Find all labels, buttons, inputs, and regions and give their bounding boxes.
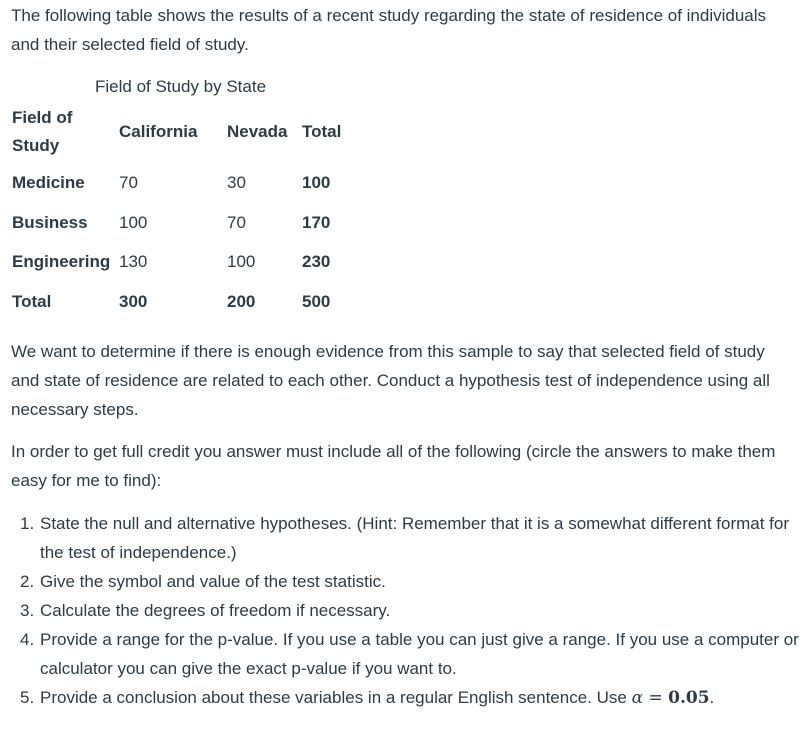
cell-total-total: 500 bbox=[302, 292, 331, 311]
row-label-business: Business bbox=[12, 213, 88, 232]
cell-engineering-total: 230 bbox=[302, 252, 331, 271]
row-label-engineering: Engineering bbox=[12, 252, 111, 271]
list-item bbox=[0, 509, 811, 567]
cell-medicine-nevada: 30 bbox=[227, 173, 246, 192]
list-item-text: Give the symbol and value of the test statistic. bbox=[40, 572, 386, 591]
list-item-number: 4. bbox=[20, 630, 35, 649]
list-item bbox=[0, 567, 811, 596]
header-row-label-line2: Study bbox=[12, 136, 60, 155]
list-item-number: 2. bbox=[20, 572, 35, 591]
list-item-text: Provide a conclusion about these variables in a regular English sentence. Use bbox=[40, 688, 632, 707]
header-row-label-line1: Field of bbox=[12, 108, 73, 127]
row-label-medicine: Medicine bbox=[12, 173, 85, 192]
list-item-number: 3. bbox=[20, 601, 35, 620]
table-caption: Field of Study by State bbox=[95, 77, 267, 96]
list-item-text: Provide a range for the p-value. If you use a table you can just give a range. If you use a computer or calculator you can give the exact p-value if you want to. bbox=[40, 630, 799, 678]
list-item bbox=[0, 683, 811, 713]
header-nevada: Nevada bbox=[227, 122, 288, 141]
cell-total-nevada: 200 bbox=[227, 292, 256, 311]
cell-engineering-nevada: 100 bbox=[227, 252, 256, 271]
list-item-text: State the null and alternative hypotheses. (Hint: Remember that it is a somewhat different format for the test of independence.) bbox=[40, 514, 790, 562]
alpha-symbol: α bbox=[631, 688, 644, 708]
instructions-paragraph: In order to get full credit you answer must include all of the following (circle the answers to make them easy for me to find): bbox=[11, 442, 776, 490]
intro-paragraph: The following table shows the results of a recent study regarding the state of residence of individuals and their selected field of study. bbox=[11, 6, 767, 54]
question-paragraph: We want to determine if there is enough evidence from this sample to say that selected field of study and state of residence are related to each other. Conduct a hypothesis test of independence using all necessary steps. bbox=[11, 342, 770, 419]
list-item-number: 5. bbox=[20, 688, 35, 707]
row-label-total: Total bbox=[12, 292, 52, 311]
list-item-number: 1. bbox=[20, 514, 35, 533]
header-total: Total bbox=[302, 122, 342, 141]
header-california: California bbox=[119, 122, 198, 141]
list-item-text: Calculate the degrees of freedom if necessary. bbox=[40, 601, 391, 620]
cell-total-california: 300 bbox=[119, 292, 148, 311]
cell-medicine-california: 70 bbox=[119, 173, 138, 192]
requirements-list bbox=[0, 509, 811, 713]
alpha-value: 0.05 bbox=[668, 688, 710, 708]
cell-business-total: 170 bbox=[302, 213, 331, 232]
cell-business-nevada: 70 bbox=[227, 213, 246, 232]
cell-medicine-total: 100 bbox=[302, 173, 331, 192]
alpha-period: . bbox=[709, 688, 715, 707]
list-item bbox=[0, 596, 811, 625]
cell-engineering-california: 130 bbox=[119, 252, 148, 271]
alpha-equals: = bbox=[643, 688, 669, 708]
list-item bbox=[0, 625, 811, 683]
cell-business-california: 100 bbox=[119, 213, 148, 232]
